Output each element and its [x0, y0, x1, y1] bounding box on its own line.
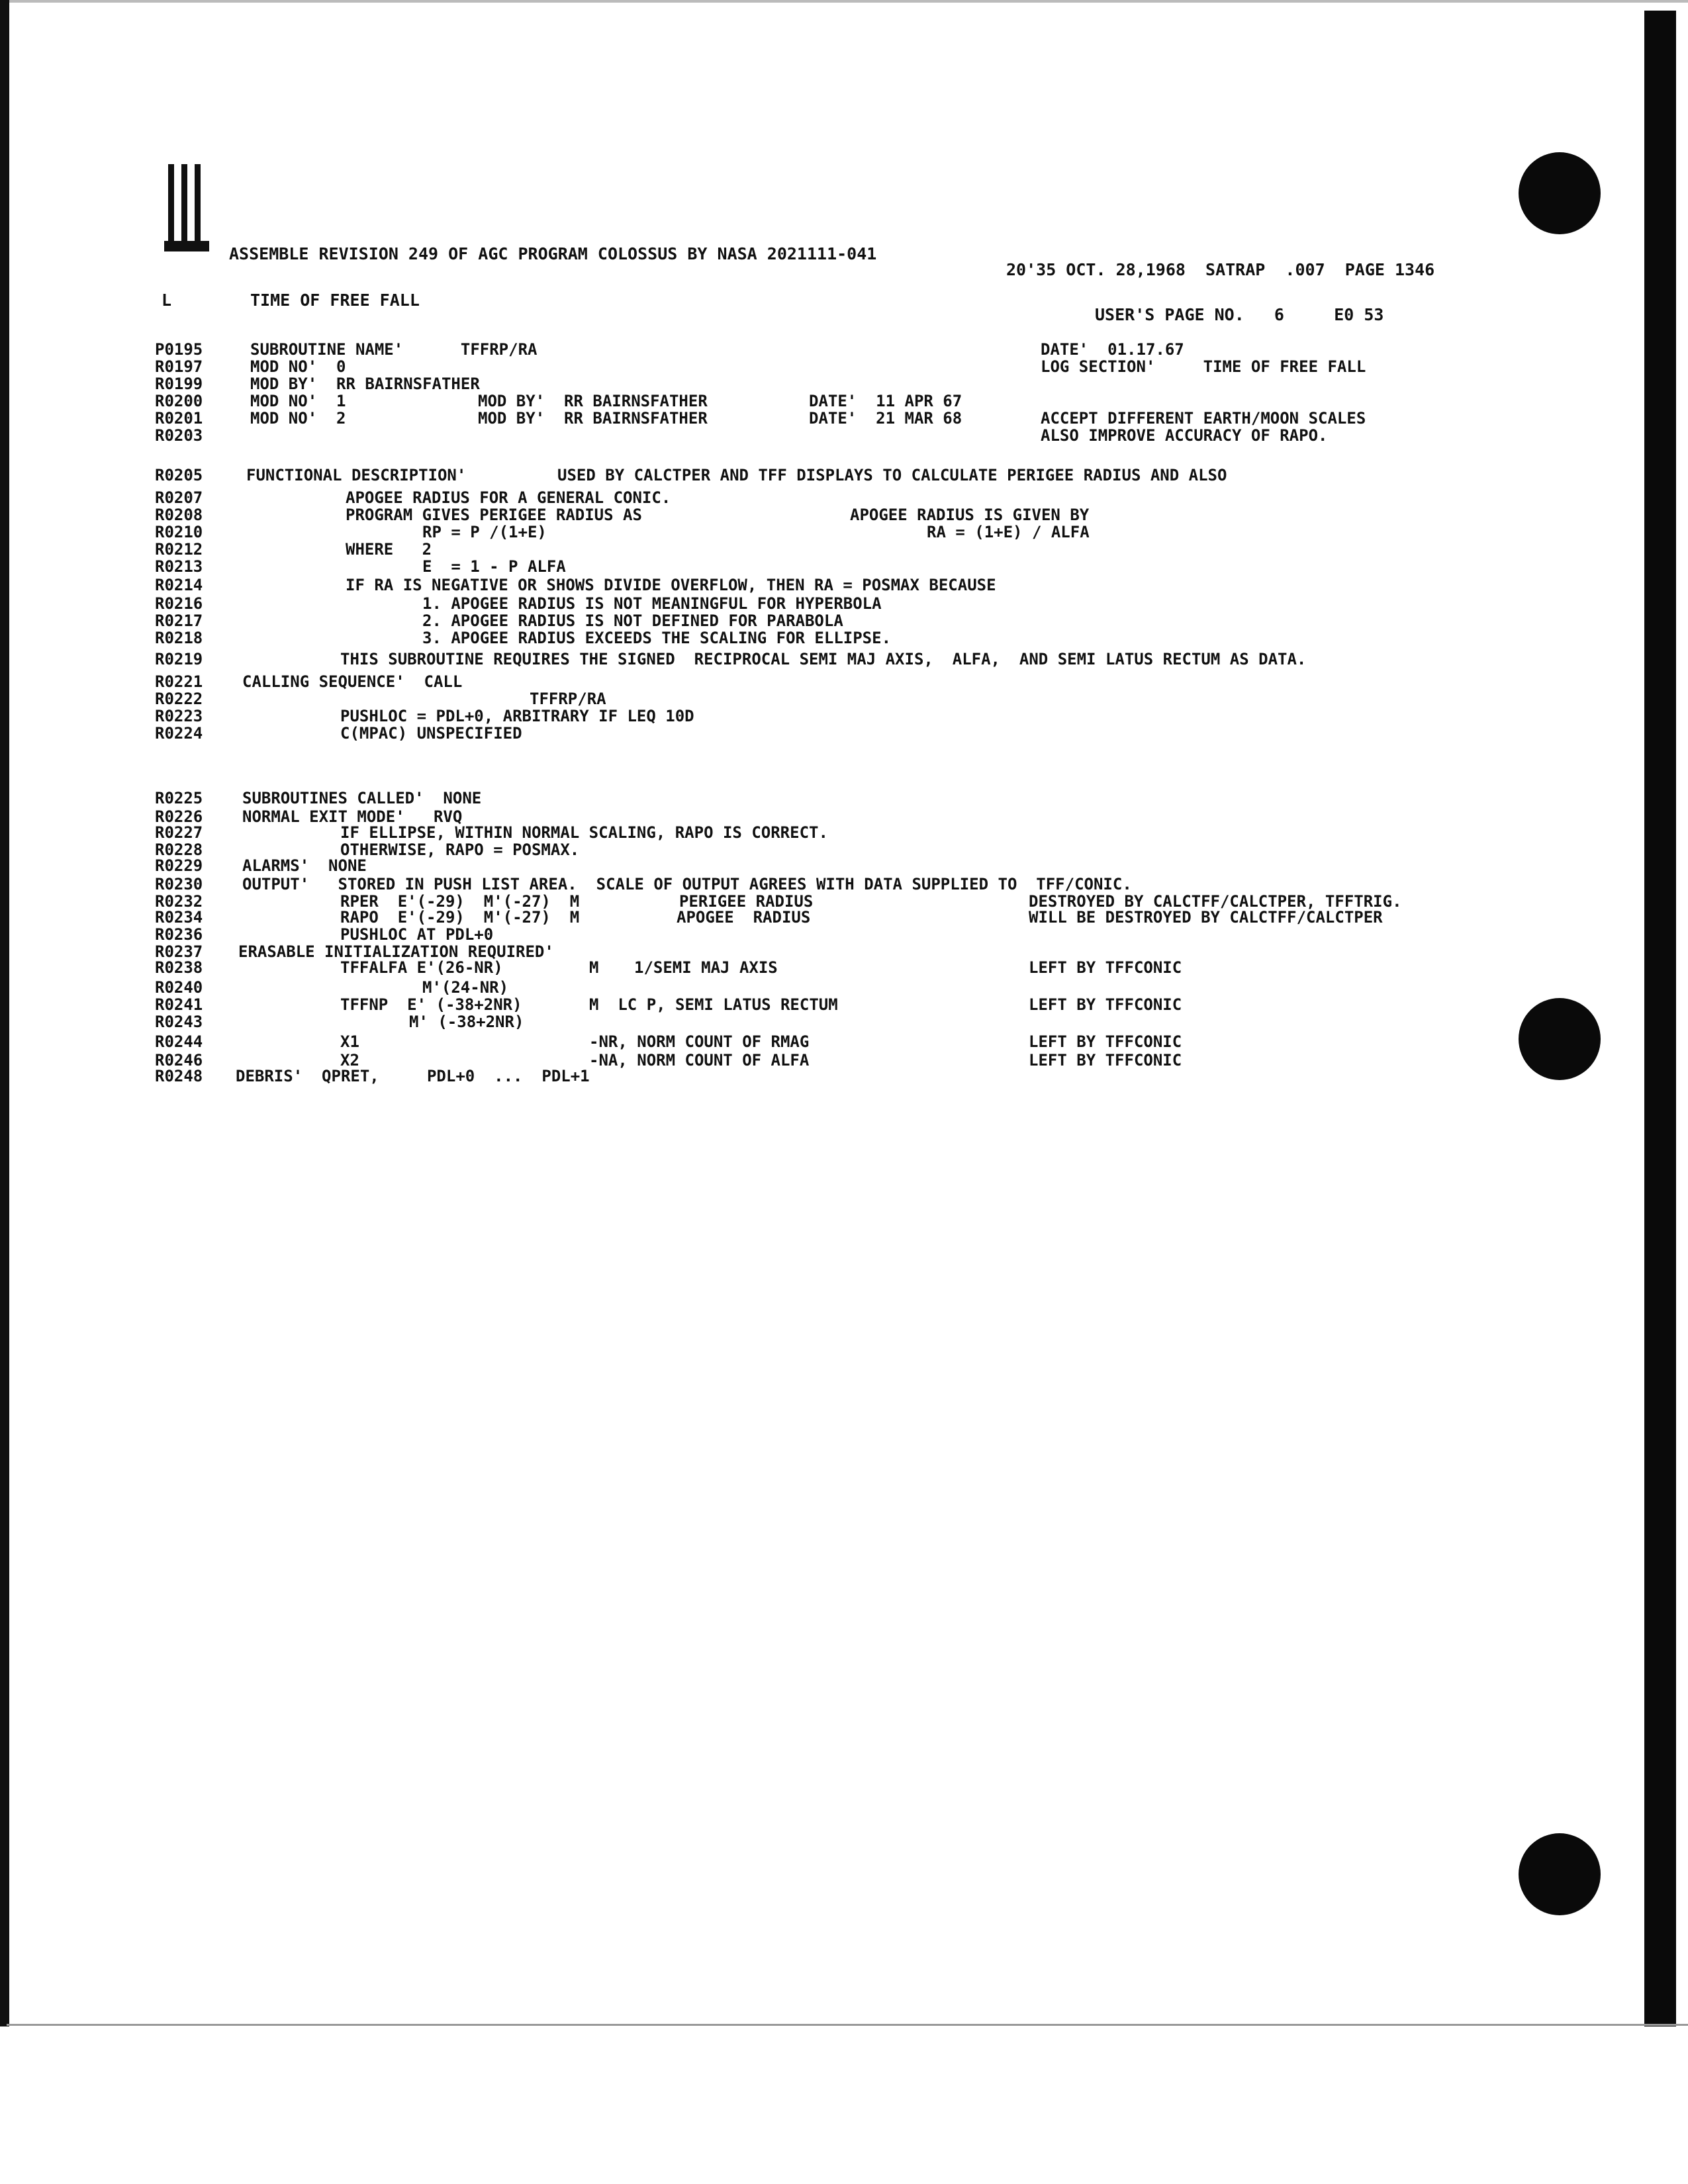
punch-hole-bottom — [1519, 1833, 1601, 1915]
line-number: R0213 — [155, 557, 203, 576]
scan-right-edge — [1644, 11, 1676, 2026]
listing-text: LEFT BY TFFCONIC — [1029, 958, 1182, 977]
scan-top-edge — [0, 0, 1688, 3]
line-number: R0200 — [155, 392, 203, 410]
line-number: R0197 — [155, 357, 203, 376]
listing-text: DESTROYED BY CALCTFF/CALCTPER, TFFTRIG. — [1029, 892, 1402, 911]
listing-title: ASSEMBLE REVISION 249 OF AGC PROGRAM COLOSSUS BY NASA 2021111-041 — [229, 244, 877, 263]
listing-text: LOG SECTION' TIME OF FREE FALL — [1041, 357, 1366, 376]
listing-text: OTHERWISE, RAPO = POSMAX. — [340, 841, 580, 859]
listing-text: LEFT BY TFFCONIC — [1029, 995, 1182, 1014]
listing-text: RP = P /(1+E) — [422, 523, 547, 541]
listing-text: ALSO IMPROVE ACCURACY OF RAPO. — [1041, 426, 1328, 445]
line-number: R0225 — [155, 789, 203, 807]
section-label-l: L — [162, 291, 172, 310]
line-number: R0226 — [155, 807, 203, 826]
listing-text: X2 — [340, 1051, 359, 1069]
binding-mark — [168, 164, 174, 250]
listing-text: ALARMS' NONE — [242, 856, 367, 875]
punch-hole-middle — [1519, 998, 1601, 1080]
line-number: R0216 — [155, 594, 203, 613]
line-number: R0212 — [155, 540, 203, 559]
listing-text: 1/SEMI MAJ AXIS — [634, 958, 778, 977]
line-number: P0195 — [155, 340, 203, 359]
listing-text: USED BY CALCTPER AND TFF DISPLAYS TO CALCULATE PERIGEE RADIUS AND ALSO — [557, 466, 1227, 484]
listing-text: -NA, NORM COUNT OF ALFA — [589, 1051, 810, 1069]
scan-bottom-edge — [7, 2024, 1688, 2026]
line-number: R0236 — [155, 925, 203, 944]
listing-text: NORMAL EXIT MODE' RVQ — [242, 807, 463, 826]
listing-text: PERIGEE RADIUS — [679, 892, 814, 911]
line-number: R0223 — [155, 707, 203, 725]
listing-text: RPER E'(-29) M'(-27) M — [340, 892, 580, 911]
line-number: R0199 — [155, 375, 203, 393]
listing-text: MOD NO' 1 — [250, 392, 346, 410]
binding-mark — [181, 164, 187, 250]
line-number: R0244 — [155, 1032, 203, 1051]
listing-text: 1. APOGEE RADIUS IS NOT MEANINGFUL FOR HYPERBOLA — [422, 594, 882, 613]
listing-text: -NR, NORM COUNT OF RMAG — [589, 1032, 810, 1051]
punch-hole-top — [1519, 152, 1601, 234]
line-number: R0214 — [155, 576, 203, 594]
listing-text: MOD BY' RR BAIRNSFATHER — [478, 409, 708, 428]
listing-text: M' (-38+2NR) — [409, 1013, 524, 1031]
listing-text: M — [589, 958, 599, 977]
listing-text: WHERE 2 — [346, 540, 432, 559]
line-number: R0210 — [155, 523, 203, 541]
line-number: R0241 — [155, 995, 203, 1014]
line-number: R0228 — [155, 841, 203, 859]
line-number: R0218 — [155, 629, 203, 647]
listing-text: SUBROUTINES CALLED' NONE — [242, 789, 482, 807]
line-number: R0246 — [155, 1051, 203, 1069]
listing-text: MOD BY' RR BAIRNSFATHER — [250, 375, 480, 393]
listing-text: 3. APOGEE RADIUS EXCEEDS THE SCALING FOR ELLIPSE. — [422, 629, 892, 647]
listing-text: DEBRIS' QPRET, PDL+0 ... PDL+1 — [236, 1067, 590, 1085]
line-number: R0232 — [155, 892, 203, 911]
listing-text: MOD NO' 0 — [250, 357, 346, 376]
listing-text: RA = (1+E) / ALFA — [927, 523, 1090, 541]
user-page-number: USER'S PAGE NO. 6 E0 53 — [1095, 305, 1384, 324]
listing-text: MOD BY' RR BAIRNSFATHER — [478, 392, 708, 410]
line-number: R0208 — [155, 506, 203, 524]
listing-text: IF RA IS NEGATIVE OR SHOWS DIVIDE OVERFLOW, THEN RA = POSMAX BECAUSE — [346, 576, 996, 594]
listing-text: M LC P, SEMI LATUS RECTUM — [589, 995, 838, 1014]
line-number: R0205 — [155, 466, 203, 484]
section-title: TIME OF FREE FALL — [250, 291, 420, 310]
line-number: R0248 — [155, 1067, 203, 1085]
line-number: R0221 — [155, 672, 203, 691]
listing-text: SUBROUTINE NAME' TFFRP/RA — [250, 340, 538, 359]
line-number: R0243 — [155, 1013, 203, 1031]
line-number: R0219 — [155, 650, 203, 668]
listing-text: 2. APOGEE RADIUS IS NOT DEFINED FOR PARABOLA — [422, 612, 843, 630]
listing-text: M'(24-NR) — [422, 978, 509, 997]
line-number: R0224 — [155, 724, 203, 743]
listing-text: TFFNP E' (-38+2NR) — [340, 995, 522, 1014]
listing-text: LEFT BY TFFCONIC — [1029, 1051, 1182, 1069]
line-number: R0238 — [155, 958, 203, 977]
line-number: R0217 — [155, 612, 203, 630]
listing-text: TFFRP/RA — [530, 690, 606, 708]
line-number: R0229 — [155, 856, 203, 875]
listing-text: FUNCTIONAL DESCRIPTION' — [246, 466, 467, 484]
listing-text: PUSHLOC AT PDL+0 — [340, 925, 494, 944]
listing-text: C(MPAC) UNSPECIFIED — [340, 724, 522, 743]
binding-mark — [195, 164, 201, 250]
listing-text: TFFALFA E'(26-NR) — [340, 958, 503, 977]
listing-text: PROGRAM GIVES PERIGEE RADIUS AS — [346, 506, 642, 524]
scan-left-edge — [0, 0, 9, 2026]
listing-text: APOGEE RADIUS FOR A GENERAL CONIC. — [346, 488, 671, 507]
listing-text: APOGEE RADIUS — [677, 908, 811, 927]
listing-text: ACCEPT DIFFERENT EARTH/MOON SCALES — [1041, 409, 1366, 428]
listing-text: RAPO E'(-29) M'(-27) M — [340, 908, 580, 927]
listing-text: DATE' 21 MAR 68 — [809, 409, 962, 428]
listing-text: PUSHLOC = PDL+0, ARBITRARY IF LEQ 10D — [340, 707, 694, 725]
listing-text: ERASABLE INITIALIZATION REQUIRED' — [238, 942, 554, 961]
line-number: R0207 — [155, 488, 203, 507]
listing-text: CALLING SEQUENCE' CALL — [242, 672, 463, 691]
print-stamp: 20'35 OCT. 28,1968 SATRAP .007 PAGE 1346 — [1006, 260, 1435, 279]
listing-text: IF ELLIPSE, WITHIN NORMAL SCALING, RAPO IS CORRECT. — [340, 823, 828, 842]
line-number: R0234 — [155, 908, 203, 927]
listing-text: WILL BE DESTROYED BY CALCTFF/CALCTPER — [1029, 908, 1383, 927]
listing-text: THIS SUBROUTINE REQUIRES THE SIGNED RECIPROCAL SEMI MAJ AXIS, ALFA, AND SEMI LATUS RECTUM AS DATA. — [340, 650, 1307, 668]
line-number: R0222 — [155, 690, 203, 708]
line-number: R0203 — [155, 426, 203, 445]
listing-text: MOD NO' 2 — [250, 409, 346, 428]
listing-text: DATE' 01.17.67 — [1041, 340, 1184, 359]
line-number: R0201 — [155, 409, 203, 428]
line-number: R0227 — [155, 823, 203, 842]
listing-text: OUTPUT' STORED IN PUSH LIST AREA. SCALE OF OUTPUT AGREES WITH DATA SUPPLIED TO TFF/CONIC. — [242, 875, 1132, 893]
listing-text: APOGEE RADIUS IS GIVEN BY — [850, 506, 1090, 524]
line-number: R0237 — [155, 942, 203, 961]
listing-text: E = 1 - P ALFA — [422, 557, 566, 576]
line-number: R0230 — [155, 875, 203, 893]
listing-text: DATE' 11 APR 67 — [809, 392, 962, 410]
line-number: R0240 — [155, 978, 203, 997]
listing-text: LEFT BY TFFCONIC — [1029, 1032, 1182, 1051]
listing-text: X1 — [340, 1032, 359, 1051]
binding-mark — [164, 241, 209, 251]
